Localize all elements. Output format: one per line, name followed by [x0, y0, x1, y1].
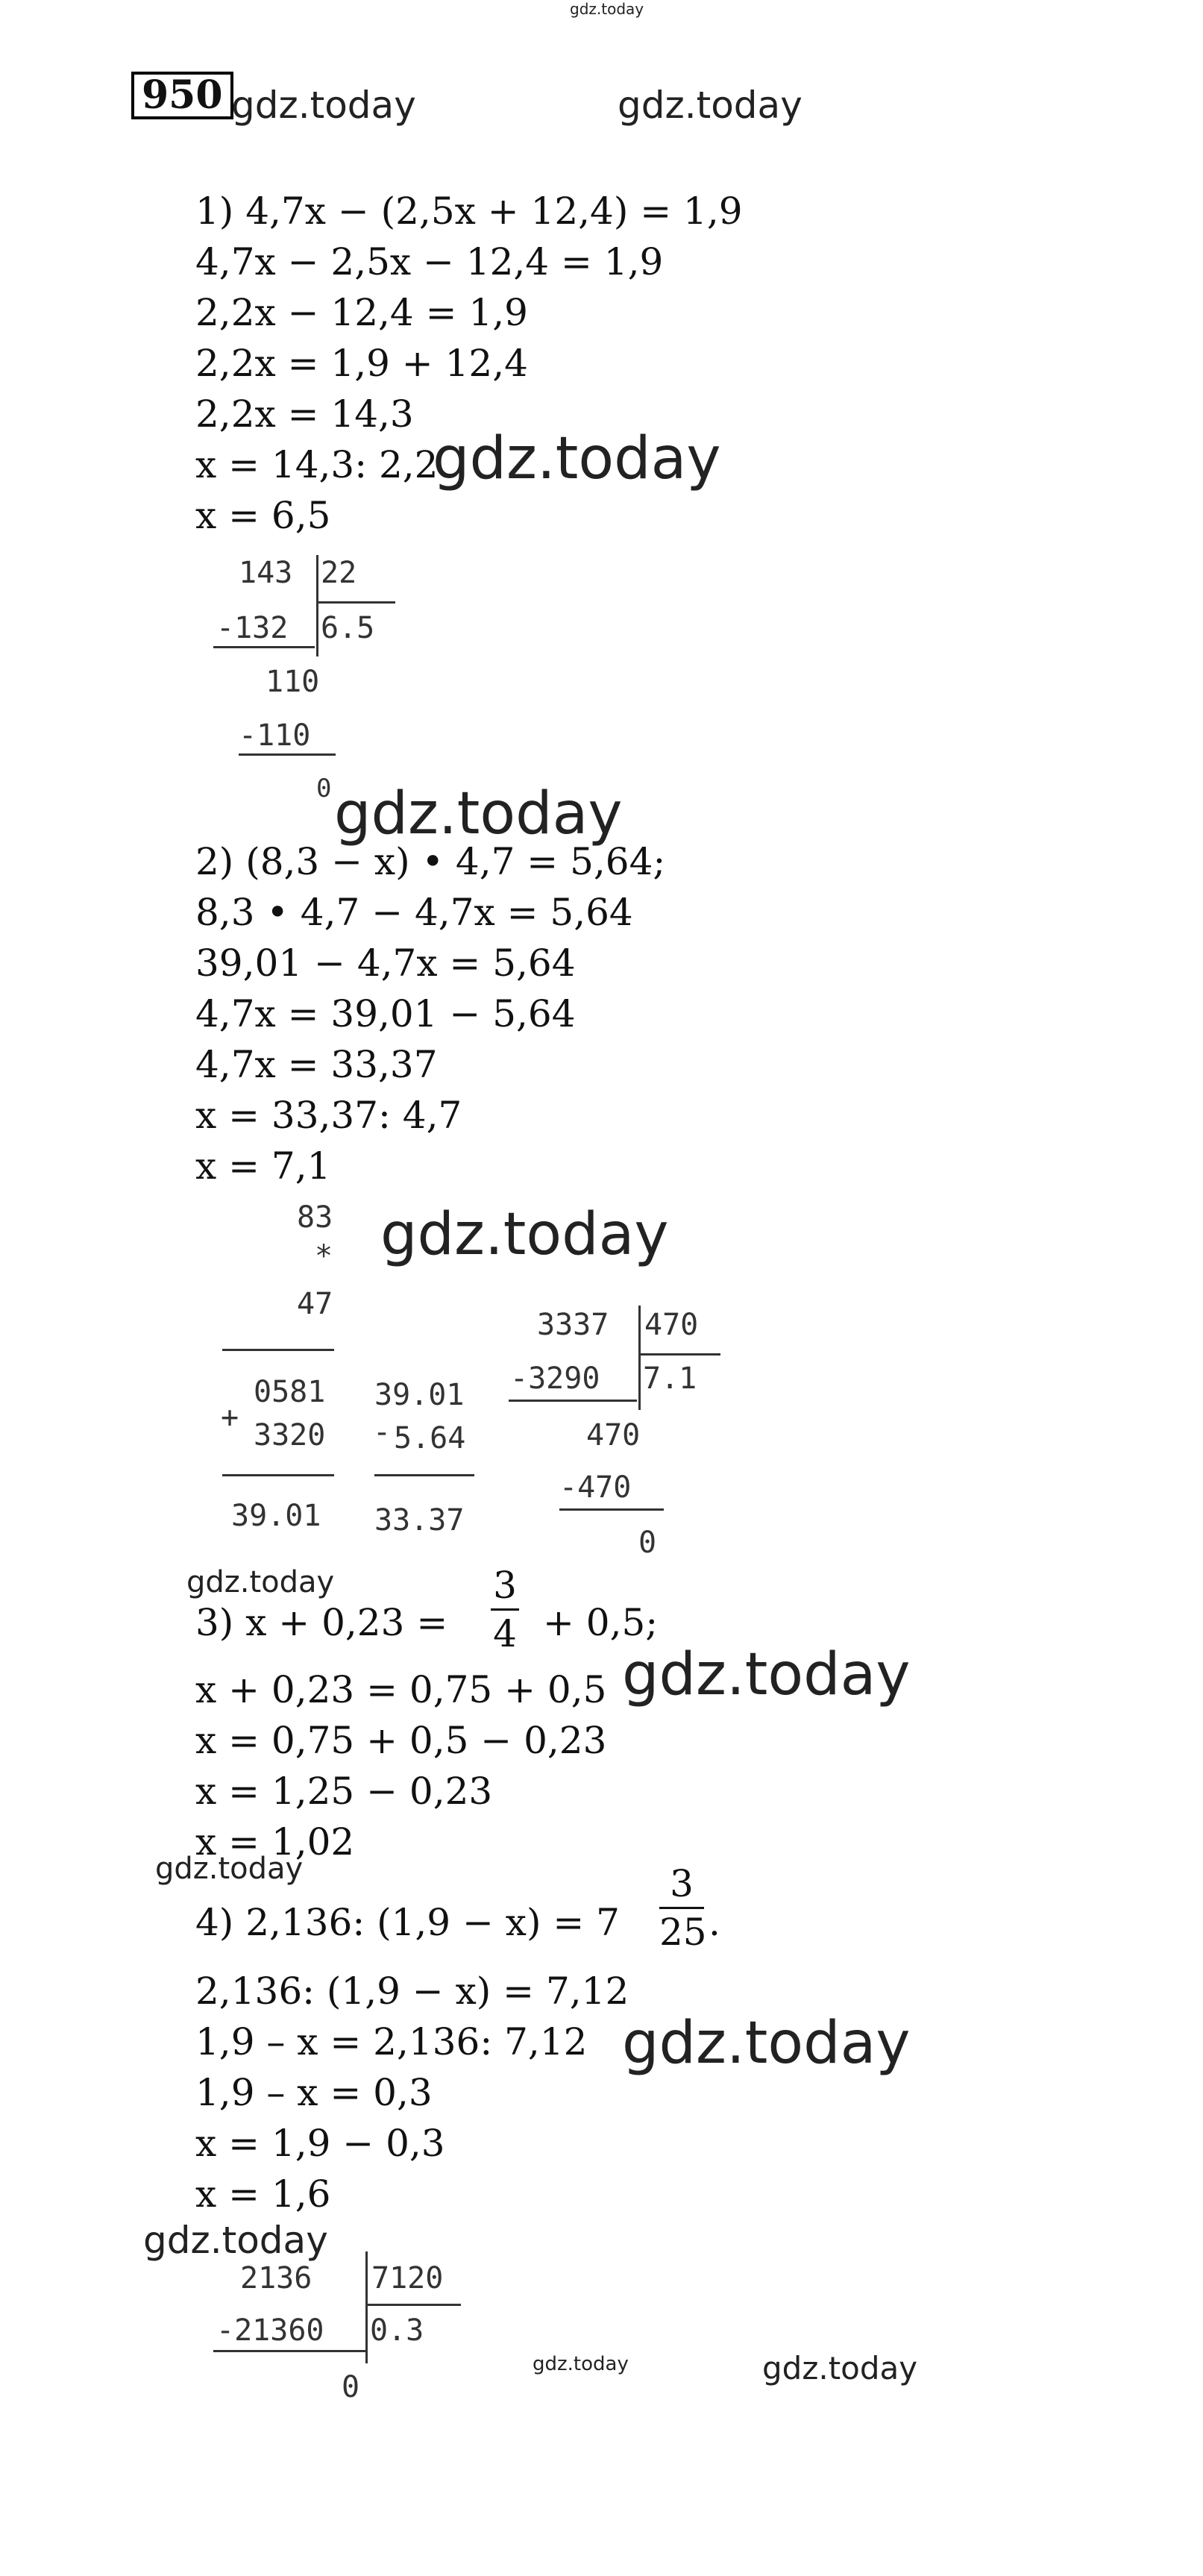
operator: *: [315, 1239, 333, 1273]
subtrahend: -132: [216, 611, 289, 645]
equation-line: + 0,5;: [543, 1601, 659, 1644]
equation-line: x = 14,3: 2,2: [195, 443, 439, 486]
remainder: 110: [266, 665, 320, 699]
remainder: 0: [316, 774, 332, 803]
subtrahend: -3290: [510, 1361, 600, 1396]
watermark: gdz.today: [334, 780, 623, 847]
denominator: 4: [493, 1612, 517, 1655]
divisor: 7120: [371, 2261, 444, 2295]
equation-line: 2,2x = 14,3: [195, 392, 414, 436]
dividend: 2136: [240, 2261, 312, 2295]
equation-line: 4) 2,136: (1,9 − x) = 7: [195, 1901, 620, 1944]
equation-line: x = 6,5: [195, 494, 331, 537]
equation-line: x = 7,1: [195, 1144, 331, 1188]
equation-line: x = 33,37: 4,7: [195, 1094, 462, 1137]
factor: 83: [297, 1200, 333, 1235]
divisor: 22: [321, 556, 357, 590]
equation-line: 8,3 • 4,7 − 4,7x = 5,64: [195, 891, 633, 934]
watermark: gdz.today: [533, 2353, 629, 2375]
watermark: gdz.today: [231, 84, 416, 127]
equation-line: 4,7x = 39,01 − 5,64: [195, 992, 576, 1035]
remainder: 0: [638, 1526, 657, 1560]
numerator: 3: [670, 1862, 694, 1905]
watermark: gdz.today: [618, 84, 802, 127]
watermark-top: gdz.today: [570, 0, 644, 18]
problem-number: 950: [131, 72, 233, 119]
factor: 47: [297, 1287, 333, 1321]
difference: 33.37: [374, 1503, 465, 1538]
divisor: 470: [644, 1308, 699, 1342]
equation-line: x = 1,6: [195, 2172, 331, 2216]
fraction: [491, 1564, 519, 1655]
minuend: 39.01: [374, 1378, 465, 1412]
subtrahend: -21360: [216, 2313, 324, 2348]
equation-line: 2,2x − 12,4 = 1,9: [195, 291, 528, 334]
equation-line: 3) x + 0,23 =: [195, 1601, 448, 1644]
subtrahend: -470: [559, 1470, 632, 1505]
watermark: gdz.today: [622, 1641, 911, 1708]
fraction: [659, 1862, 707, 1954]
remainder: 0: [342, 2370, 360, 2404]
subtrahend: -110: [239, 718, 311, 753]
watermark: gdz.today: [186, 1565, 335, 1599]
equation-line: 1) 4,7x − (2,5x + 12,4) = 1,9: [195, 189, 743, 233]
watermark: gdz.today: [143, 2219, 328, 2262]
quotient: 7.1: [643, 1361, 697, 1396]
equation-line: .: [709, 1901, 720, 1944]
equation-line: 1,9 – x = 2,136: 7,12: [195, 2020, 588, 2063]
denominator: 25: [659, 1911, 707, 1954]
product: 39.01: [231, 1499, 321, 1533]
equation-line: x + 0,23 = 0,75 + 0,5: [195, 1668, 607, 1711]
partial-product: 3320: [254, 1418, 326, 1452]
equation-line: 4,7x = 33,37: [195, 1043, 438, 1086]
equation-line: 2,2x = 1,9 + 12,4: [195, 342, 528, 385]
subtrahend: 5.64: [394, 1421, 466, 1455]
equation-line: 1,9 – x = 0,3: [195, 2071, 433, 2114]
watermark: gdz.today: [380, 1201, 669, 1268]
watermark: gdz.today: [762, 2350, 918, 2387]
operator: +: [221, 1400, 239, 1435]
equation-line: 2) (8,3 − x) • 4,7 = 5,64;: [195, 840, 666, 883]
equation-line: x = 1,9 − 0,3: [195, 2122, 445, 2165]
remainder: 470: [586, 1418, 641, 1452]
equation-line: 39,01 − 4,7x = 5,64: [195, 941, 576, 985]
dividend: 3337: [537, 1308, 609, 1342]
partial-product: 0581: [254, 1375, 326, 1409]
quotient: 0.3: [370, 2313, 424, 2348]
equation-line: 2,136: (1,9 − x) = 7,12: [195, 1969, 629, 2013]
watermark: gdz.today: [622, 2010, 911, 2077]
numerator: 3: [493, 1564, 517, 1607]
watermark: gdz.today: [433, 425, 721, 492]
equation-line: x = 1,25 − 0,23: [195, 1770, 493, 1813]
equation-line: x = 1,02: [195, 1820, 355, 1864]
equation-line: 4,7x − 2,5x − 12,4 = 1,9: [195, 240, 664, 283]
equation-line: x = 0,75 + 0,5 − 0,23: [195, 1719, 607, 1762]
dividend: 143: [239, 556, 293, 590]
quotient: 6.5: [321, 611, 375, 645]
watermark: gdz.today: [155, 1852, 304, 1886]
operator: -: [373, 1415, 392, 1450]
